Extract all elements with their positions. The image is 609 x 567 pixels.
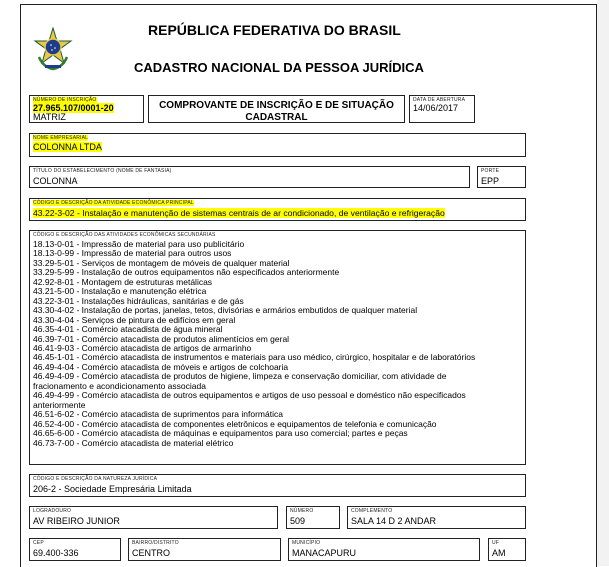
comprovante-title-line1: COMPROVANTE DE INSCRIÇÃO E DE SITUAÇÃO <box>159 100 394 111</box>
list-item: 46.73-7-00 - Comércio atacadista de material elétrico <box>33 437 234 448</box>
list-item: 46.45-1-01 - Comércio atacadista de instrumentos e materiais para uso médico, cirúrgico, hospitalar e de laboratórios <box>33 352 476 363</box>
abertura-label: DATA DE ABERTURA <box>413 97 466 103</box>
municipio-value: MANACAPURU <box>292 548 357 558</box>
comprovante-title-line2: CADASTRAL <box>245 112 308 123</box>
comprovante-box <box>148 95 405 123</box>
list-item: 46.41-9-03 - Comércio atacadista de artigos de armarinho <box>33 342 252 353</box>
list-item: 46.52-4-00 - Comércio atacadista de componentes eletrônicos e equipamentos de telefonia e comunicação <box>33 418 437 429</box>
numero-label: NÚMERO <box>290 508 314 514</box>
inscricao-box <box>29 95 144 123</box>
list-item: fracionamento e acondicionamento associada <box>33 380 206 391</box>
inscricao-label: NÚMERO DE INSCRIÇÃO <box>33 97 97 103</box>
bairro-value: CENTRO <box>132 548 170 558</box>
list-item: 46.65-6-00 - Comércio atacadista de máquinas e equipamentos para uso comercial; partes e peças <box>33 428 408 439</box>
numero-box <box>286 506 340 529</box>
fantasia-box <box>29 166 470 188</box>
bairro-box <box>128 538 281 561</box>
list-item: 33.29-5-99 - Instalação de outros equipamentos não especificados anteriormente <box>33 267 340 278</box>
principal-box <box>29 198 526 221</box>
brazil-coat-of-arms-icon <box>33 27 73 71</box>
municipio-label: MUNICÍPIO <box>292 540 321 546</box>
logradouro-box <box>29 506 278 529</box>
complemento-value: SALA 14 D 2 ANDAR <box>351 516 437 526</box>
list-item: 46.35-4-01 - Comércio atacadista de água mineral <box>33 324 223 335</box>
list-item: 33.29-5-01 - Serviços de montagem de móveis de qualquer material <box>33 257 290 268</box>
abertura-box <box>409 95 475 123</box>
list-item: 43.30-4-04 - Serviços de pintura de edifícios em geral <box>33 314 236 325</box>
list-item: 46.49-4-09 - Comércio atacadista de produtos de higiene, limpeza e conservação domiciliar, com atividade de <box>33 371 447 382</box>
uf-value: AM <box>492 548 506 558</box>
natureza-box <box>29 474 526 497</box>
porte-value: EPP <box>481 176 500 186</box>
complemento-box <box>347 506 526 529</box>
bairro-label: BAIRRO/DISTRITO <box>132 540 179 546</box>
list-item: 46.49-4-04 - Comércio atacadista de móveis e artigos de colchoaria <box>33 361 289 372</box>
cep-value: 69.400-336 <box>33 548 79 558</box>
porte-label: PORTE <box>481 168 500 174</box>
logradouro-label: LOGRADOURO <box>33 508 72 514</box>
list-item: 42.92-8-01 - Montagem de estruturas metálicas <box>33 276 213 287</box>
list-item: 46.51-6-02 - Comércio atacadista de suprimentos para informática <box>33 409 283 420</box>
fantasia-value: COLONNA <box>33 176 78 186</box>
country-title: REPÚBLICA FEDERATIVA DO BRASIL <box>148 22 401 38</box>
list-item: 43.22-3-01 - Instalações hidráulicas, sanitárias e de gás <box>33 295 244 306</box>
list-item: anteriormente <box>33 399 86 410</box>
secundarias-box <box>29 230 526 465</box>
inscricao-value: 27.965.107/0001-20 <box>33 103 114 113</box>
registry-title: CADASTRO NACIONAL DA PESSOA JURÍDICA <box>134 60 424 75</box>
complemento-label: COMPLEMENTO <box>351 508 393 514</box>
fantasia-label: TÍTULO DO ESTABELECIMENTO (NOME DE FANTASIA) <box>33 168 172 174</box>
list-item: 43.30-4-02 - Instalação de portas, janelas, tetos, divisórias e armários embutidos de qualquer material <box>33 305 418 316</box>
page-shadow <box>597 0 609 566</box>
uf-label: UF <box>492 540 500 546</box>
municipio-box <box>288 538 480 561</box>
inscricao-type: MATRIZ <box>33 112 66 122</box>
secundarias-label: CÓDIGO E DESCRIÇÃO DAS ATIVIDADES ECONÔMICAS SECUNDÁRIAS <box>33 232 216 238</box>
principal-label: CÓDIGO E DESCRIÇÃO DA ATIVIDADE ECONÔMICA PRINCIPAL <box>33 200 194 206</box>
list-item: 46.39-7-01 - Comércio atacadista de produtos alimentícios em geral <box>33 333 290 344</box>
list-item: 18.13-0-99 - Impressão de material para outros usos <box>33 248 232 259</box>
uf-box <box>488 538 526 561</box>
principal-value: 43.22-3-02 - Instalação e manutenção de sistemas centrais de ar condicionado, de ventilação e refrigeração <box>33 208 445 218</box>
nome-label: NOME EMPRESARIAL <box>33 135 89 141</box>
cep-label: CEP <box>33 540 44 546</box>
nome-box <box>29 133 526 157</box>
porte-box <box>477 166 526 188</box>
nome-value: COLONNA LTDA <box>33 142 102 152</box>
logradouro-value: AV RIBEIRO JUNIOR <box>33 516 120 526</box>
secundarias-list <box>33 240 522 448</box>
list-item: 46.49-4-99 - Comércio atacadista de outros equipamentos e artigos de uso pessoal e doméstico não especificados <box>33 390 466 401</box>
numero-value: 509 <box>290 516 306 526</box>
natureza-value: 206-2 - Sociedade Empresária Limitada <box>33 484 192 494</box>
cep-box <box>29 538 121 561</box>
natureza-label: CÓDIGO E DESCRIÇÃO DA NATUREZA JURÍDICA <box>33 476 158 482</box>
list-item: 43.21-5-00 - Instalação e manutenção elétrica <box>33 286 207 297</box>
abertura-value: 14/06/2017 <box>413 103 459 113</box>
list-item: 18.13-0-01 - Impressão de material para uso publicitário <box>33 239 245 249</box>
